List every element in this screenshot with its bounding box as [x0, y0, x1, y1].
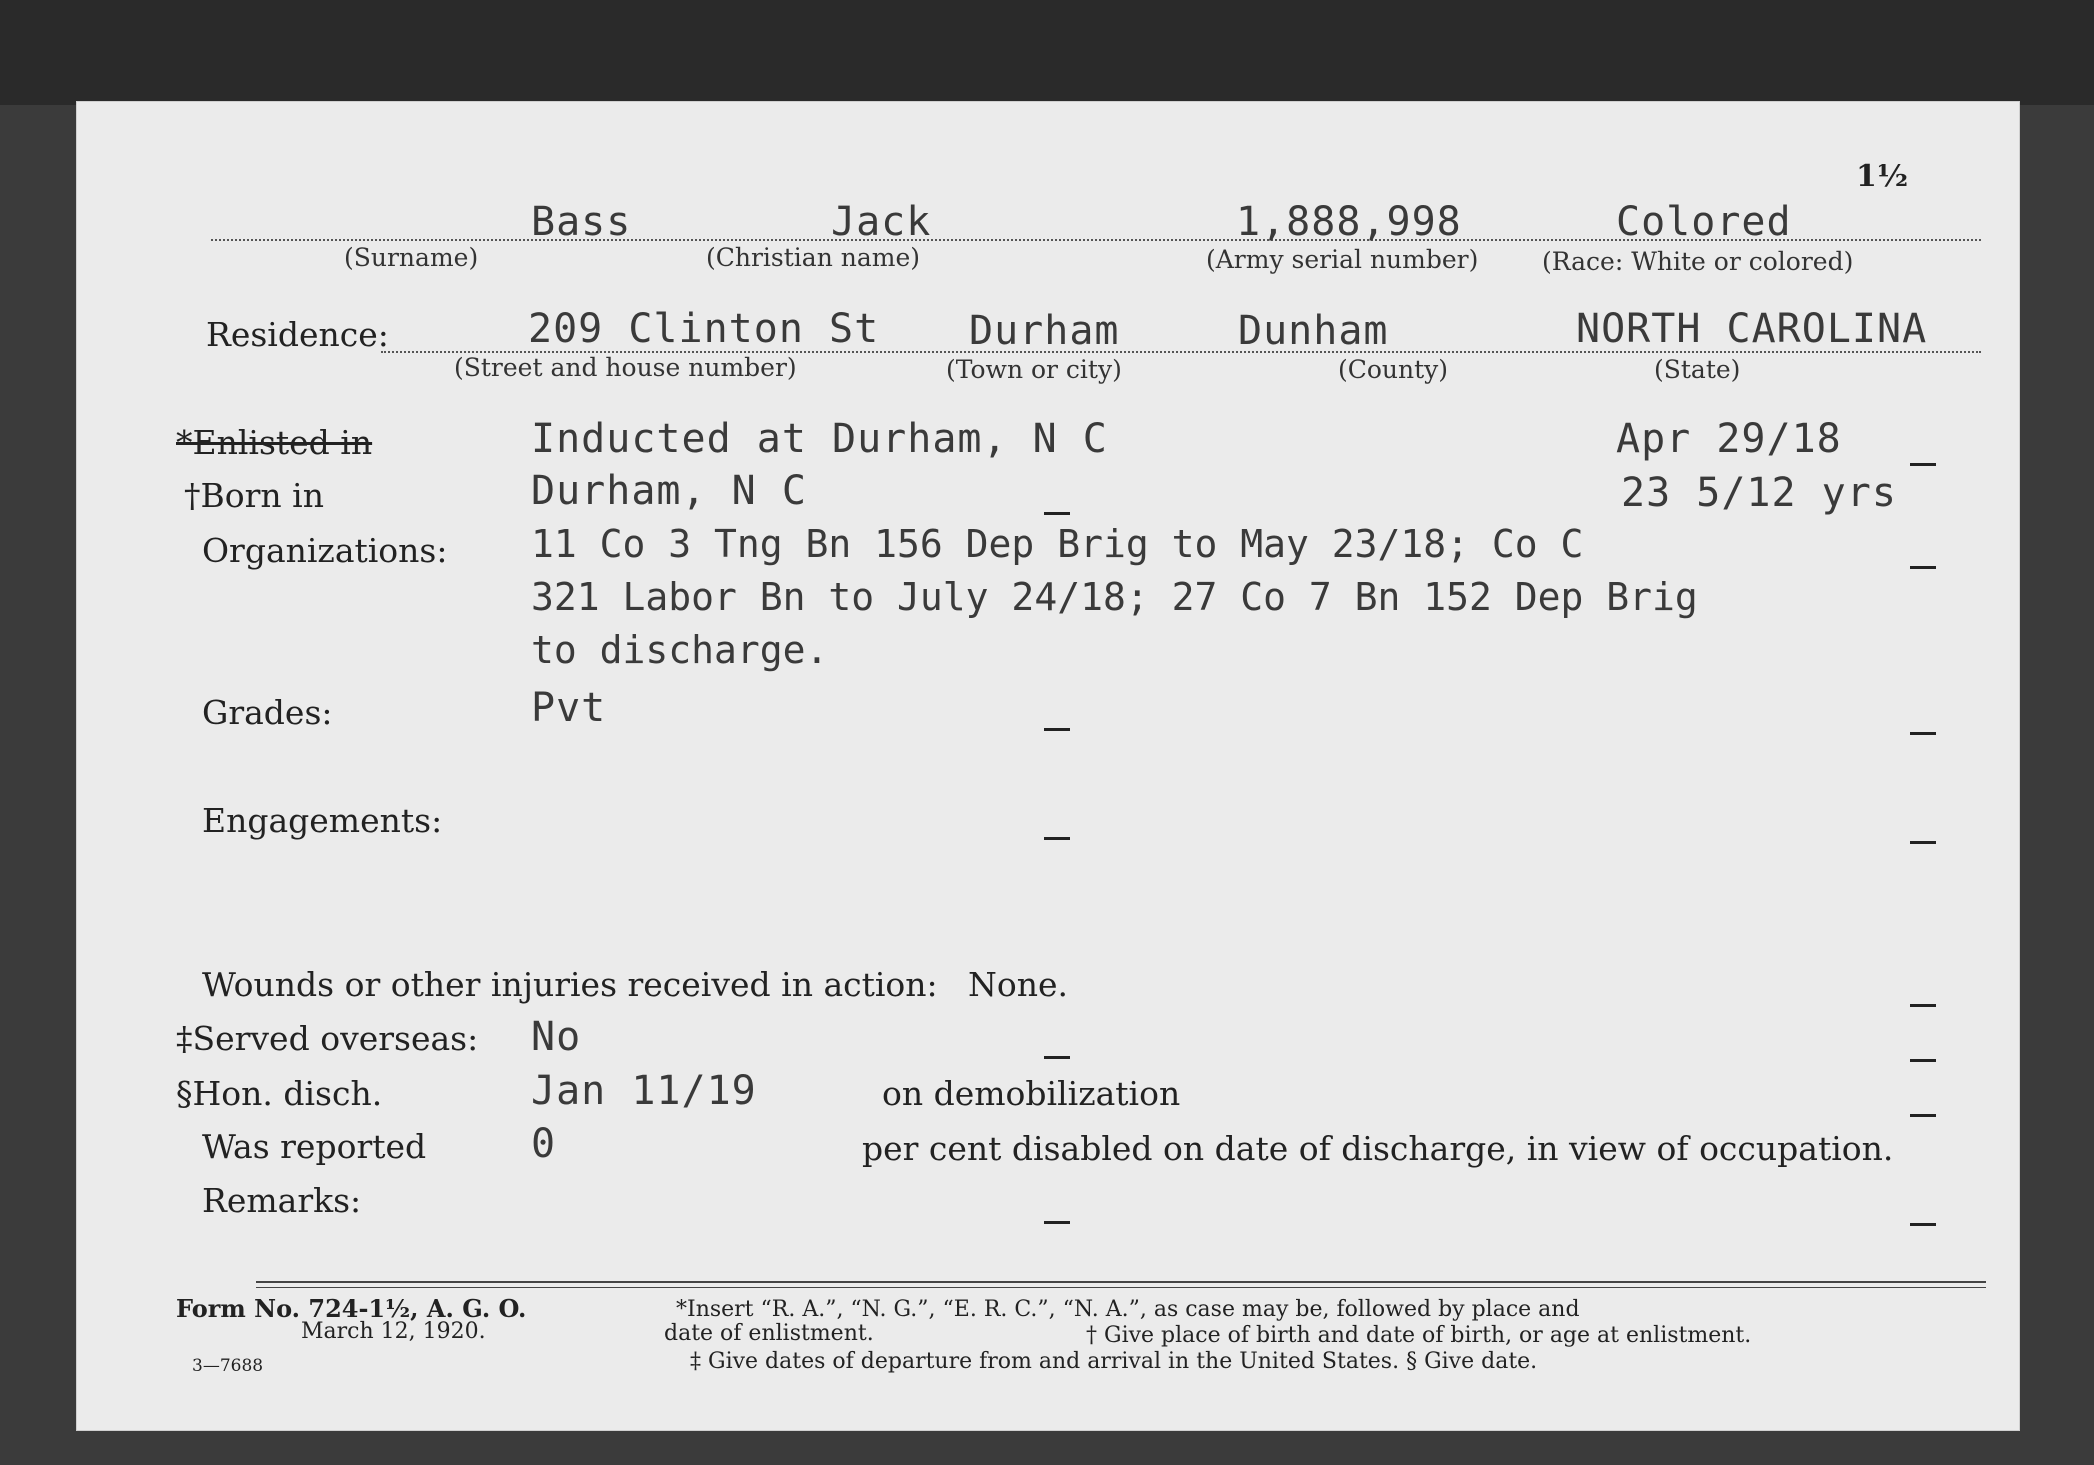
hon-disch-label: §Hon. disch. [176, 1074, 383, 1113]
enlisted-date: Apr 29/18 [1616, 416, 1842, 462]
town-value: Durham [969, 308, 1120, 354]
enlisted-dash [1910, 463, 1936, 466]
born-value: Durham, N C [531, 468, 807, 514]
wounds-dash [1910, 1004, 1936, 1007]
surname-value: Bass [531, 199, 632, 245]
grades-right-dash [1910, 732, 1936, 735]
county-caption: (County) [1338, 355, 1449, 384]
enlisted-label: *Enlisted in [176, 423, 373, 462]
organizations-dash [1910, 566, 1936, 569]
reported-value: 0 [531, 1121, 557, 1167]
footer-insert-line-3: ‡ Give dates of departure from and arrival in the United States. § Give date. [690, 1349, 1538, 1374]
hon-disch-note: on demobilization [882, 1074, 1181, 1113]
christian-name-caption: (Christian name) [706, 243, 921, 272]
remarks-label: Remarks: [202, 1181, 362, 1220]
enlisted-value: Inducted at Durham, N C [531, 416, 1108, 462]
corner-mark: 1½ [1856, 159, 1909, 194]
overseas-label: ‡Served overseas: [176, 1019, 479, 1058]
county-value: Dunham [1238, 308, 1389, 354]
service-record-card [76, 101, 2020, 1431]
overseas-value: No [531, 1014, 582, 1060]
surname-caption: (Surname) [344, 243, 479, 272]
form-date: March 12, 1920. [301, 1319, 486, 1344]
engagements-right-dash [1910, 841, 1936, 844]
organizations-line-1: 11 Co 3 Tng Bn 156 Dep Brig to May 23/18; Co C [531, 522, 1584, 566]
born-label: †Born in [184, 476, 324, 515]
organizations-label: Organizations: [202, 531, 448, 570]
remarks-right-dash [1910, 1223, 1936, 1226]
footer-insert-line-1: *Insert “R. A.”, “N. G.”, “E. R. C.”, “N. A.”, as case may be, followed by place and [676, 1297, 1580, 1322]
scan-background [0, 0, 2094, 105]
hon-disch-value: Jan 11/19 [531, 1068, 757, 1114]
remarks-middle-dash [1044, 1221, 1070, 1224]
christian-name-value: Jack [831, 199, 932, 245]
town-caption: (Town or city) [946, 355, 1122, 384]
organizations-line-3: to discharge. [531, 628, 829, 672]
race-value: Colored [1616, 199, 1792, 245]
footer-insert-line-2a: date of enlistment. [664, 1321, 874, 1346]
wounds-value: None. [968, 965, 1069, 1004]
form-number: Form No. 724-1½, A. G. O. [176, 1294, 527, 1323]
wounds-label: Wounds or other injuries received in action: [202, 965, 938, 1004]
grades-value: Pvt [531, 685, 607, 731]
footer-insert-line-2b: † Give place of birth and date of birth, or age at enlistment. [1086, 1323, 1752, 1348]
residence-label: Residence: [206, 315, 389, 354]
reported-label: Was reported [202, 1127, 427, 1166]
serial-number-value: 1,888,998 [1236, 199, 1462, 245]
reported-note: per cent disabled on date of discharge, in view of occupation. [862, 1129, 1894, 1168]
engagements-middle-dash [1044, 837, 1070, 840]
street-caption: (Street and house number) [454, 353, 797, 382]
footer-rule-bottom [256, 1287, 1986, 1288]
race-caption: (Race: White or colored) [1542, 247, 1854, 276]
engagements-label: Engagements: [202, 801, 443, 840]
age-value: 23 5/12 yrs [1621, 470, 1897, 516]
footer-rule-top [256, 1281, 1986, 1283]
grades-label: Grades: [202, 693, 333, 732]
state-value: NORTH CAROLINA [1576, 306, 1928, 352]
state-caption: (State) [1654, 355, 1741, 384]
serial-number-caption: (Army serial number) [1206, 245, 1479, 274]
form-code: 3—7688 [192, 1356, 264, 1376]
hon-disch-dash [1910, 1114, 1936, 1117]
overseas-right-dash [1910, 1059, 1936, 1062]
born-middle-dash [1044, 512, 1070, 515]
grades-middle-dash [1044, 728, 1070, 731]
organizations-line-2: 321 Labor Bn to July 24/18; 27 Co 7 Bn 152 Dep Brig [531, 575, 1698, 619]
overseas-middle-dash [1044, 1056, 1070, 1059]
street-value: 209 Clinton St [528, 306, 880, 352]
